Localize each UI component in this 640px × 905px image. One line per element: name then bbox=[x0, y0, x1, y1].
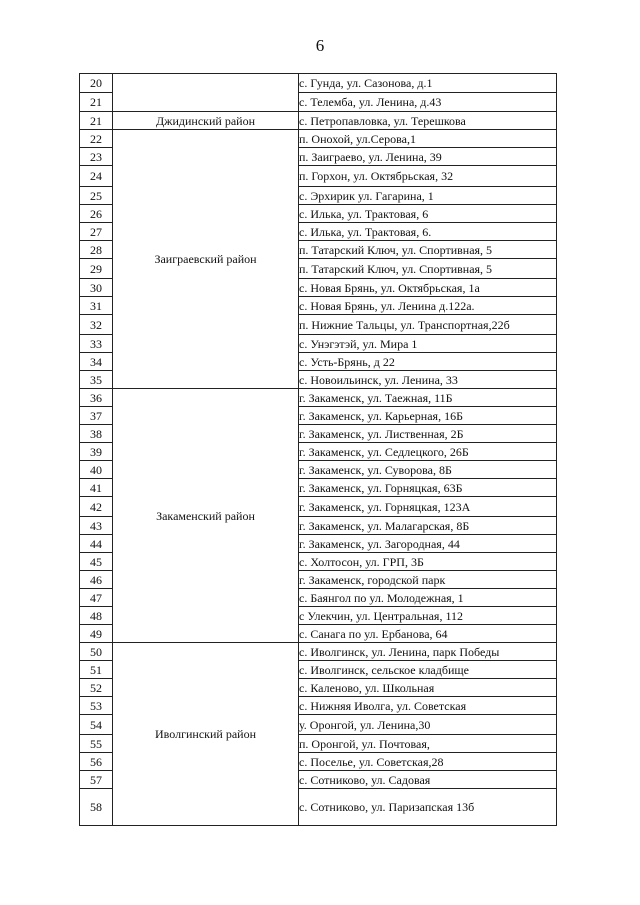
address-cell: п. Онохой, ул.Серова,1 bbox=[299, 130, 557, 148]
address-cell: с. Эрхирик ул. Гагарина, 1 bbox=[299, 187, 557, 205]
page-number: 6 bbox=[315, 36, 325, 55]
row-number: 57 bbox=[80, 771, 113, 789]
row-number: 49 bbox=[80, 625, 113, 643]
address-cell: г. Закаменск, городской парк bbox=[299, 571, 557, 589]
row-number: 21 bbox=[80, 93, 113, 112]
address-cell: с. Петропавловка, ул. Терешкова bbox=[299, 112, 557, 130]
row-number: 38 bbox=[80, 425, 113, 443]
row-number: 32 bbox=[80, 315, 113, 335]
row-number: 40 bbox=[80, 461, 113, 479]
address-cell: с. Новоильинск, ул. Ленина, 33 bbox=[299, 371, 557, 389]
address-cell: п. Горхон, ул. Октябрьская, 32 bbox=[299, 166, 557, 187]
address-cell: с. Каленово, ул. Школьная bbox=[299, 679, 557, 697]
row-number: 39 bbox=[80, 443, 113, 461]
address-cell: с. Поселье, ул. Советская,28 bbox=[299, 753, 557, 771]
address-cell: с. Сотниково, ул. Садовая bbox=[299, 771, 557, 789]
row-number: 36 bbox=[80, 389, 113, 407]
district-cell: Заиграевский район bbox=[113, 130, 299, 389]
address-cell: с. Гунда, ул. Сазонова, д.1 bbox=[299, 74, 557, 93]
row-number: 33 bbox=[80, 335, 113, 353]
address-cell: п. Оронгой, ул. Почтовая, bbox=[299, 735, 557, 753]
table-row bbox=[80, 389, 557, 407]
row-number: 53 bbox=[80, 697, 113, 715]
row-number: 25 bbox=[80, 187, 113, 205]
address-cell: г. Закаменск, ул. Суворова, 8Б bbox=[299, 461, 557, 479]
row-number: 55 bbox=[80, 735, 113, 753]
row-number: 21 bbox=[80, 112, 113, 130]
address-cell: с. Новая Брянь, ул. Ленина д.122а. bbox=[299, 297, 557, 315]
row-number: 48 bbox=[80, 607, 113, 625]
address-cell: с. Илька, ул. Трактовая, 6 bbox=[299, 205, 557, 223]
address-cell: п. Татарский Ключ, ул. Спортивная, 5 bbox=[299, 241, 557, 259]
address-cell: г. Закаменск, ул. Горняцкая, 123А bbox=[299, 497, 557, 517]
address-cell: с Улекчин, ул. Центральная, 112 bbox=[299, 607, 557, 625]
row-number: 27 bbox=[80, 223, 113, 241]
address-cell: г. Закаменск, ул. Седлецкого, 26Б bbox=[299, 443, 557, 461]
row-number: 44 bbox=[80, 535, 113, 553]
address-cell: с. Холтосон, ул. ГРП, 3Б bbox=[299, 553, 557, 571]
row-number: 41 bbox=[80, 479, 113, 497]
address-cell: с. Унэгэтэй, ул. Мира 1 bbox=[299, 335, 557, 353]
row-number: 42 bbox=[80, 497, 113, 517]
row-number: 47 bbox=[80, 589, 113, 607]
row-number: 24 bbox=[80, 166, 113, 187]
row-number: 46 bbox=[80, 571, 113, 589]
address-cell: с. Новая Брянь, ул. Октябрьская, 1а bbox=[299, 279, 557, 297]
row-number: 35 bbox=[80, 371, 113, 389]
address-cell: с. Иволгинск, сельское кладбище bbox=[299, 661, 557, 679]
address-cell: с. Усть-Брянь, д 22 bbox=[299, 353, 557, 371]
row-number: 30 bbox=[80, 279, 113, 297]
address-cell: г. Закаменск, ул. Горняцкая, 63Б bbox=[299, 479, 557, 497]
row-number: 20 bbox=[80, 74, 113, 93]
address-cell: с. Баянгол по ул. Молодежная, 1 bbox=[299, 589, 557, 607]
row-number: 50 bbox=[80, 643, 113, 661]
address-cell: г. Закаменск, ул. Загородная, 44 bbox=[299, 535, 557, 553]
address-cell: с. Илька, ул. Трактовая, 6. bbox=[299, 223, 557, 241]
row-number: 58 bbox=[80, 789, 113, 826]
row-number: 28 bbox=[80, 241, 113, 259]
address-cell: с. Нижняя Иволга, ул. Советская bbox=[299, 697, 557, 715]
address-cell: п. Татарский Ключ, ул. Спортивная, 5 bbox=[299, 259, 557, 279]
table-row bbox=[80, 112, 557, 130]
row-number: 23 bbox=[80, 148, 113, 166]
address-cell: с. Телемба, ул. Ленина, д.43 bbox=[299, 93, 557, 112]
district-cell: Джидинский район bbox=[113, 112, 299, 130]
table-row bbox=[80, 74, 557, 93]
row-number: 45 bbox=[80, 553, 113, 571]
row-number: 34 bbox=[80, 353, 113, 371]
address-cell: п. Нижние Тальцы, ул. Транспортная,22б bbox=[299, 315, 557, 335]
row-number: 29 bbox=[80, 259, 113, 279]
district-cell: Иволгинский район bbox=[113, 643, 299, 826]
row-number: 51 bbox=[80, 661, 113, 679]
row-number: 37 bbox=[80, 407, 113, 425]
address-cell: у. Оронгой, ул. Ленина,30 bbox=[299, 715, 557, 735]
row-number: 26 bbox=[80, 205, 113, 223]
row-number: 43 bbox=[80, 517, 113, 535]
district-cell-empty bbox=[113, 74, 299, 112]
address-cell: г. Закаменск, ул. Малагарская, 8Б bbox=[299, 517, 557, 535]
district-cell: Закаменский район bbox=[113, 389, 299, 643]
row-number: 22 bbox=[80, 130, 113, 148]
table-row bbox=[80, 643, 557, 661]
row-number: 52 bbox=[80, 679, 113, 697]
address-cell: г. Закаменск, ул. Таежная, 11Б bbox=[299, 389, 557, 407]
address-cell: с. Санага по ул. Ербанова, 64 bbox=[299, 625, 557, 643]
row-number: 31 bbox=[80, 297, 113, 315]
row-number: 54 bbox=[80, 715, 113, 735]
row-number: 56 bbox=[80, 753, 113, 771]
table-row bbox=[80, 130, 557, 148]
address-cell: с. Сотниково, ул. Паризапская 13б bbox=[299, 789, 557, 826]
address-cell: г. Закаменск, ул. Карьерная, 16Б bbox=[299, 407, 557, 425]
address-cell: п. Заиграево, ул. Ленина, 39 bbox=[299, 148, 557, 166]
locations-table bbox=[79, 73, 557, 826]
address-cell: с. Иволгинск, ул. Ленина, парк Победы bbox=[299, 643, 557, 661]
address-cell: г. Закаменск, ул. Лиственная, 2Б bbox=[299, 425, 557, 443]
